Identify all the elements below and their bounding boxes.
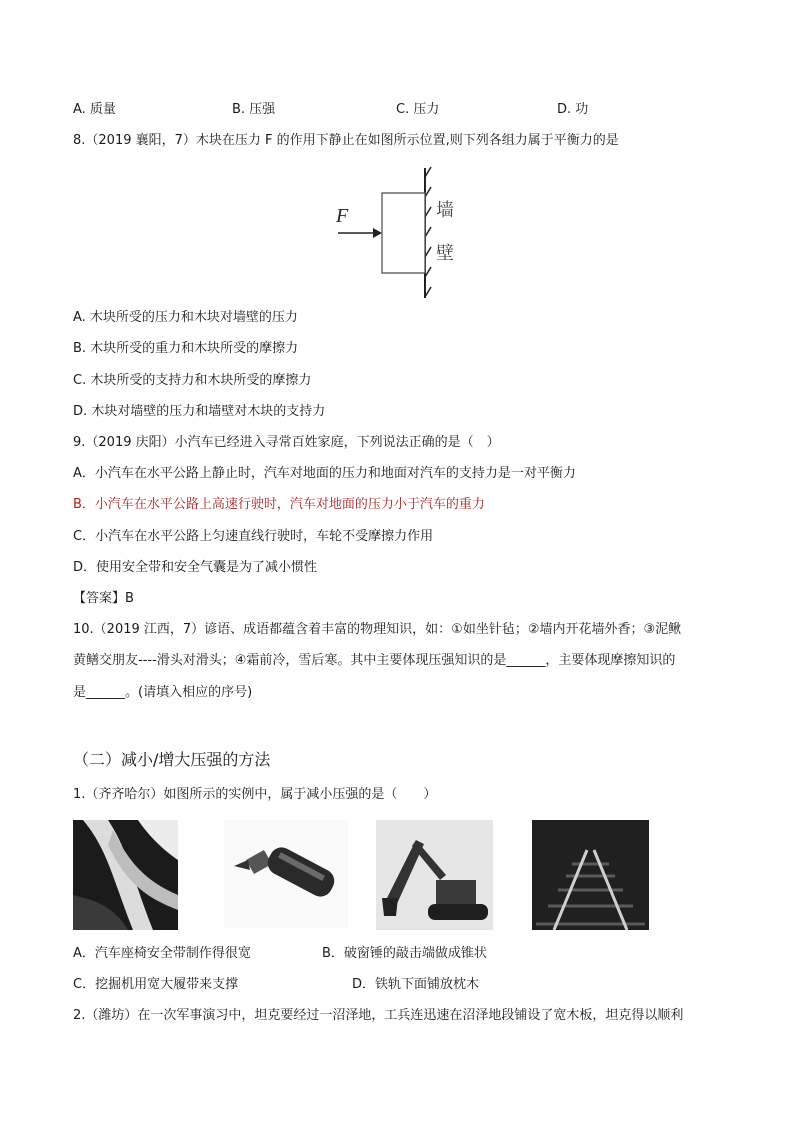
wall-label-2: 壁 [436, 243, 454, 264]
q10-line-3: 是______。(请填入相应的序号) [73, 685, 253, 700]
q10-line-2: 黄鳝交朋友----滑头对滑头；④霜前冷，雪后寒。其中主要体现压强知识的是______，主要体现摩擦知识的 [73, 653, 676, 668]
q9-option-d: D．使用安全带和安全气囊是为了减小惯性 [73, 560, 318, 575]
s2q1-option-c: C．挖掘机用宽大履带来支撑 [73, 977, 239, 992]
seatbelt-photo [73, 820, 178, 930]
q7-option-a: A. 质量 [73, 102, 116, 117]
q10-line-1: 10.（2019 江西，7）谚语、成语都蕴含着丰富的物理知识，如：①如坐针毡；②墙内开花墙外香；③泥鳅 [73, 622, 682, 637]
q8-option-a: A. 木块所受的压力和木块对墙壁的压力 [73, 310, 298, 325]
q9-answer: 【答案】B [73, 591, 134, 606]
wood-block [382, 193, 425, 273]
q8-option-d: D. 木块对墙壁的压力和墙壁对木块的支持力 [73, 404, 326, 419]
q8-option-b: B. 木块所受的重力和木块所受的摩擦力 [73, 341, 299, 356]
q7-option-d: D. 功 [557, 102, 589, 117]
s2q1-option-d: D．铁轨下面铺放枕木 [352, 977, 480, 992]
q7-option-c: C. 压力 [396, 102, 440, 117]
s2q2-stem: 2.（潍坊）在一次军事演习中，坦克要经过一沼泽地，工兵连迅速在沼泽地段铺设了宽木板，坦克得以顺利 [73, 1008, 684, 1023]
q9-stem: 9.（2019 庆阳）小汽车已经进入寻常百姓家庭，下列说法正确的是（ ） [73, 435, 500, 450]
force-arrowhead [373, 228, 382, 238]
q9-option-b: B．小汽车在水平公路上高速行驶时，汽车对地面的压力小于汽车的重力 [73, 497, 485, 512]
excavator-photo [376, 820, 493, 930]
s2q1-option-b: B．破窗锤的敲击端做成锥状 [322, 946, 487, 961]
q9-option-c: C．小汽车在水平公路上匀速直线行驶时，车轮不受摩擦力作用 [73, 529, 434, 544]
section-heading: （二）减小/增大压强的方法 [73, 750, 271, 769]
hammer-photo [224, 820, 348, 928]
wall-label-1: 墙 [436, 200, 454, 221]
q9-option-a: A．小汽车在水平公路上静止时，汽车对地面的压力和地面对汽车的支持力是一对平衡力 [73, 466, 576, 481]
q8-stem: 8.（2019 襄阳，7）木块在压力 F 的作用下静止在如图所示位置,则下列各组力属于平衡力的是 [73, 133, 619, 148]
q7-option-b: B. 压强 [232, 102, 276, 117]
force-label: F [336, 205, 349, 227]
railway-photo [532, 820, 649, 930]
s2q1-stem: 1.（齐齐哈尔）如图所示的实例中，属于减小压强的是（ ） [73, 787, 437, 802]
s2q1-option-a: A．汽车座椅安全带制作得很宽 [73, 946, 251, 961]
q8-option-c: C. 木块所受的支持力和木块所受的摩擦力 [73, 373, 312, 388]
q8-figure [330, 163, 470, 303]
